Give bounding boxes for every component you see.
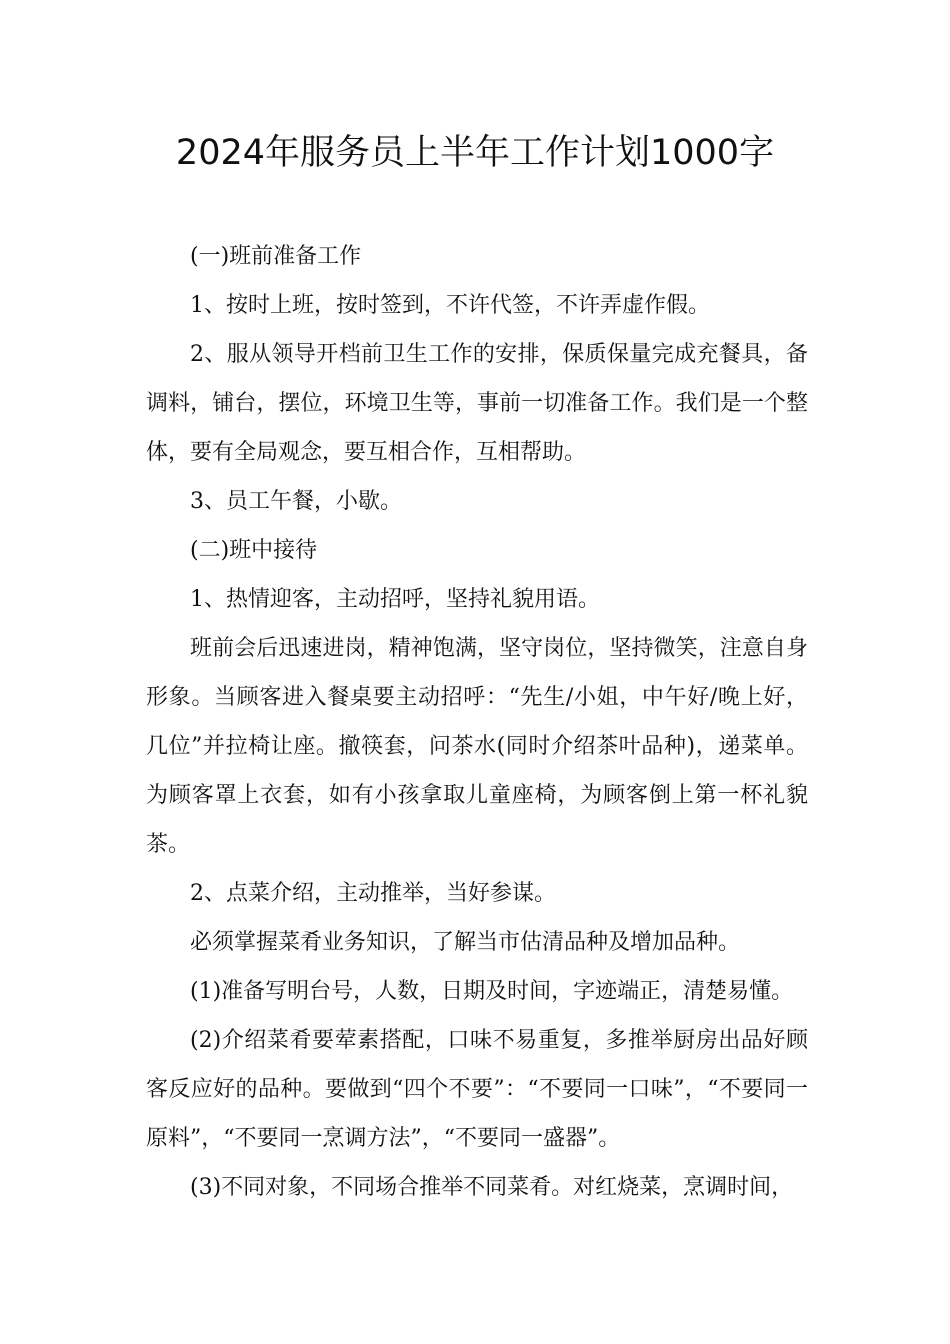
paragraph: 1、热情迎客，主动招呼，坚持礼貌用语。 [190, 587, 600, 612]
paragraph: 2、服从领导开档前卫生工作的安排，保质保量完成充餐具，备调料，铺台，摆位，环境卫生等，事前一切准备工作。我们是一个整体，要有全局观念，要互相合作，互相帮助。 [146, 342, 808, 465]
document-title: 2024年服务员上半年工作计划1000字 [175, 133, 775, 173]
paragraph: (1)准备写明台号，人数，日期及时间，字迹端正，清楚易懂。 [190, 979, 794, 1004]
paragraph: 2、点菜介绍，主动推举，当好参谋。 [190, 881, 556, 906]
paragraph: 1、按时上班，按时签到，不许代签，不许弄虚作假。 [190, 293, 710, 318]
paragraph: 班前会后迅速进岗，精神饱满，坚守岗位，坚持微笑，注意自身形象。当顾客进入餐桌要主动招呼：“先生/小姐，中午好/晚上好，几位”并拉椅让座。撤筷套，问茶水(同时介绍茶叶品种)，递菜单。为顾客罩上衣套，如有小孩拿取儿童座椅，为顾客倒上第一杯礼貌茶。 [146, 636, 808, 857]
paragraph: 必须掌握菜肴业务知识，了解当市估清品种及增加品种。 [190, 930, 741, 955]
paragraph: 3、员工午餐，小歇。 [190, 489, 402, 514]
paragraph: (2)介绍菜肴要荤素搭配，口味不易重复，多推举厨房出品好顾客反应好的品种。要做到“四个不要”：“不要同一口味”，“不要同一原料”，“不要同一烹调方法”，“不要同一盛器”。 [146, 1028, 808, 1151]
paragraph: (一)班前准备工作 [190, 244, 362, 269]
paragraph: (3)不同对象，不同场合推举不同菜肴。对红烧菜，烹调时间， [190, 1175, 794, 1200]
document-body [146, 232, 808, 1212]
paragraph: (二)班中接待 [190, 538, 318, 563]
